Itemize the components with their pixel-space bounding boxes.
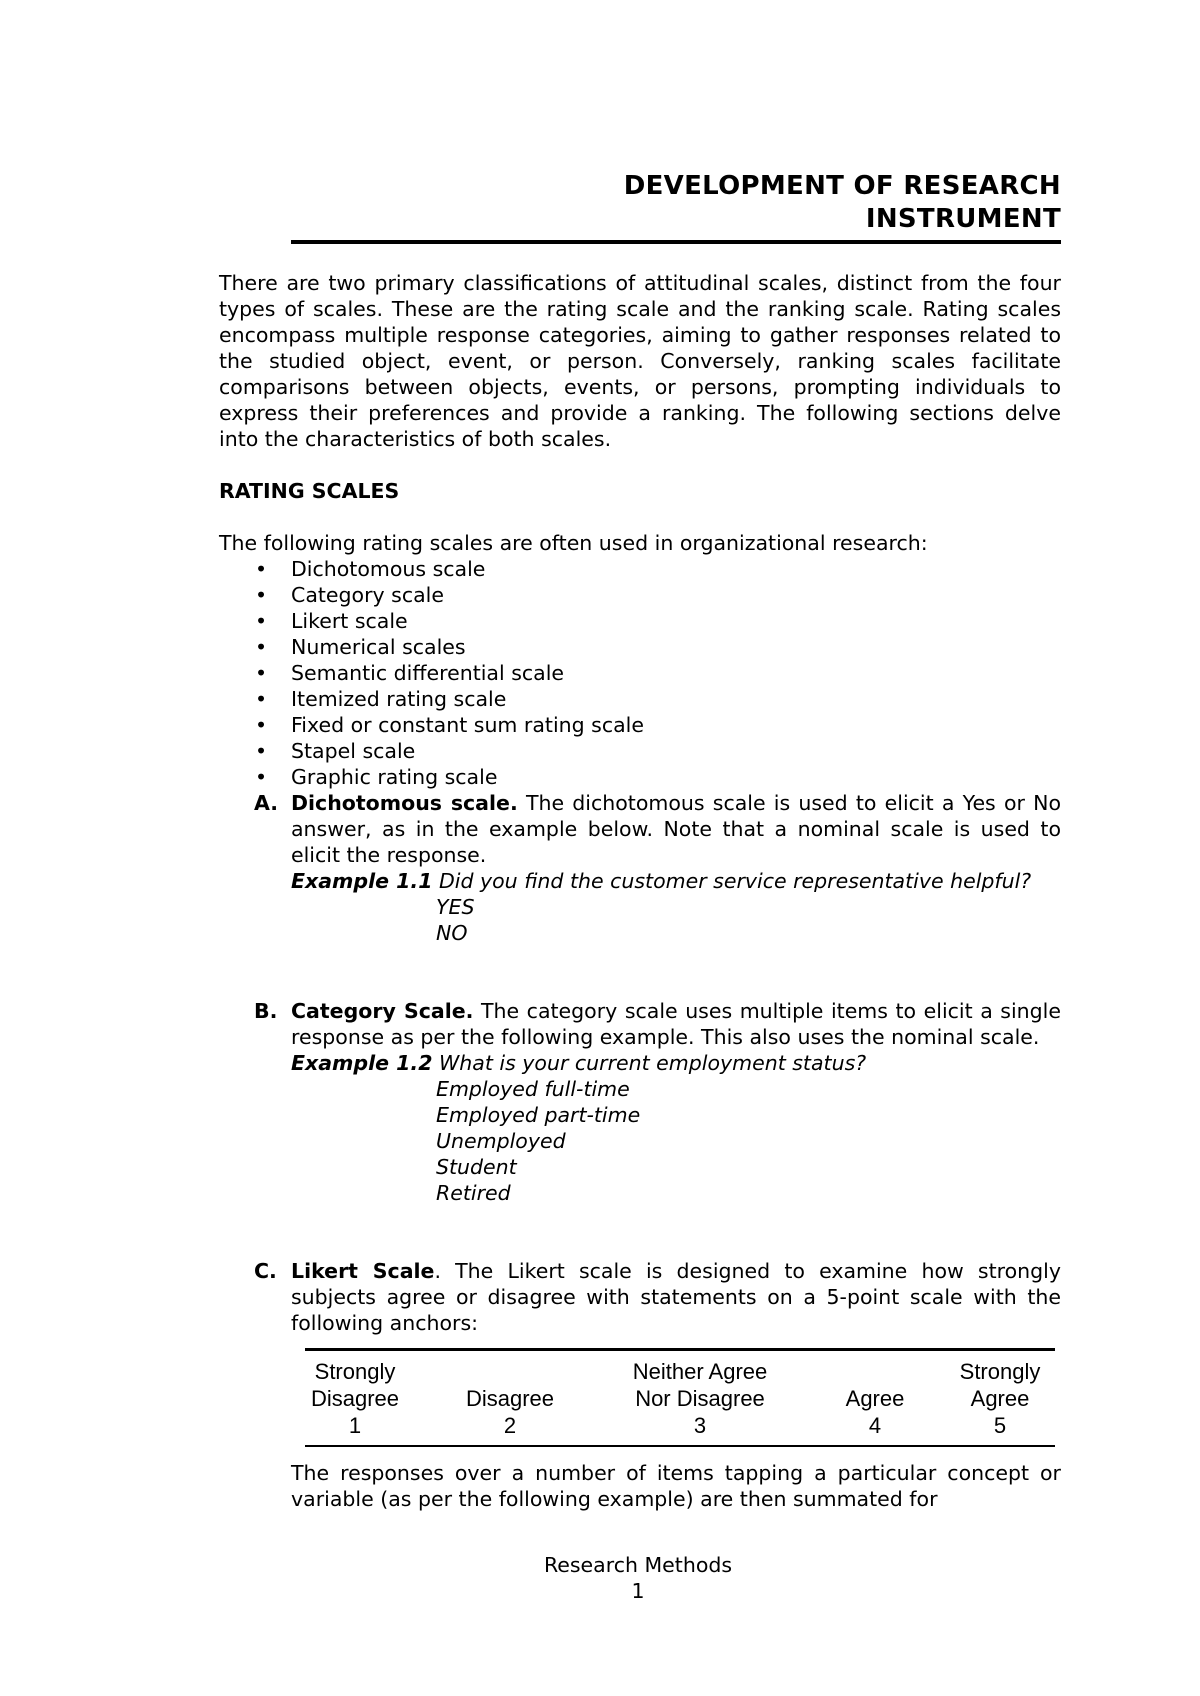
section-term: Likert Scale bbox=[291, 1259, 435, 1283]
example-options bbox=[436, 1076, 1061, 1206]
likert-anchor-5: Strongly Agree 5 bbox=[959, 1359, 1041, 1438]
list-item: • Stapel scale bbox=[219, 738, 1061, 764]
example-1-1: Example 1.1 Did you find the customer service representative helpful? bbox=[291, 869, 1032, 893]
option-item: Unemployed bbox=[436, 1129, 566, 1153]
bullet-icon: • bbox=[254, 609, 268, 633]
bullet-icon: • bbox=[254, 583, 268, 607]
section-term: Dichotomous scale. bbox=[291, 791, 518, 815]
rating-scales-lead: The following rating scales are often used in organizational research: bbox=[219, 531, 928, 555]
option-item: NO bbox=[436, 921, 468, 945]
intro-paragraph: There are two primary classifications of attitudinal scales, distinct from the four types of scales. These are the rating scale and the ranking scale. Rating scales encompass multiple response categories, aiming to gather responses related to the studied object, event, or person. Conversely, ranking scales facilitate comparisons between objects, events, or persons, prompting individuals to express their preferences and provide a ranking. The following sections delve into the characteristics of both scales. bbox=[219, 271, 1061, 451]
likert-scale-section bbox=[254, 1258, 1061, 1336]
bullet-icon: • bbox=[254, 687, 268, 711]
section-term: Category Scale. bbox=[291, 999, 474, 1023]
bullet-icon: • bbox=[254, 635, 268, 659]
section-letter: C. bbox=[254, 1259, 277, 1283]
footer-title: Research Methods bbox=[543, 1553, 733, 1577]
bullet-icon: • bbox=[254, 713, 268, 737]
section-text: The category scale uses multiple items to elicit a single response as per the following example. This also uses the nominal scale. bbox=[291, 999, 1061, 1049]
likert-anchor-3: Neither Agree Nor Disagree 3 bbox=[632, 1359, 768, 1438]
table-top-rule bbox=[305, 1348, 1055, 1351]
likert-anchor-2: Disagree 2 bbox=[465, 1386, 555, 1438]
list-item: • Likert scale bbox=[219, 608, 1061, 634]
option-item: Student bbox=[436, 1155, 517, 1179]
likert-anchor-1: Strongly Disagree 1 bbox=[310, 1359, 400, 1438]
likert-followup-paragraph: The responses over a number of items tapping a particular concept or variable (as per the following example) are then summated for bbox=[291, 1461, 1061, 1511]
bullet-icon: • bbox=[254, 661, 268, 685]
bullet-icon: • bbox=[254, 765, 268, 789]
list-item: • Category scale bbox=[219, 582, 1061, 608]
option-item: YES bbox=[436, 895, 475, 919]
dichotomous-scale-section bbox=[254, 790, 1061, 946]
category-scale-section bbox=[254, 998, 1061, 1206]
section-letter: B. bbox=[254, 999, 278, 1023]
bullet-icon: • bbox=[254, 557, 268, 581]
option-item: Employed part-time bbox=[436, 1103, 641, 1127]
rating-scales-list bbox=[219, 556, 1061, 790]
table-bottom-rule bbox=[305, 1445, 1055, 1447]
document-title bbox=[291, 170, 1061, 236]
list-item: • Graphic rating scale bbox=[219, 764, 1061, 790]
section-text: The dichotomous scale is used to elicit a Yes or No answer, as in the example below. Note that a nominal scale is used to elicit the response. bbox=[291, 791, 1061, 867]
likert-anchor-4: Agree 4 bbox=[845, 1386, 905, 1438]
list-item: • Semantic differential scale bbox=[219, 660, 1061, 686]
list-item: • Itemized rating scale bbox=[219, 686, 1061, 712]
section-letter: A. bbox=[254, 791, 279, 815]
option-item: Employed full-time bbox=[436, 1077, 630, 1101]
likert-anchor-table bbox=[305, 1348, 1055, 1448]
example-options bbox=[436, 894, 1061, 946]
title-line-1: DEVELOPMENT OF RESEARCH bbox=[623, 171, 1061, 201]
page-number: 1 bbox=[631, 1579, 645, 1603]
title-line-2: INSTRUMENT bbox=[865, 204, 1061, 234]
list-item: • Dichotomous scale bbox=[219, 556, 1061, 582]
rating-scales-heading: RATING SCALES bbox=[219, 479, 400, 503]
example-1-2: Example 1.2 What is your current employment status? bbox=[291, 1051, 867, 1075]
list-item: • Numerical scales bbox=[219, 634, 1061, 660]
bullet-icon: • bbox=[254, 739, 268, 763]
list-item: • Fixed or constant sum rating scale bbox=[219, 712, 1061, 738]
option-item: Retired bbox=[436, 1181, 511, 1205]
title-underline bbox=[291, 240, 1061, 244]
section-text: . The Likert scale is designed to examine how strongly subjects agree or disagree with statements on a 5-point scale with the following anchors: bbox=[291, 1259, 1061, 1335]
